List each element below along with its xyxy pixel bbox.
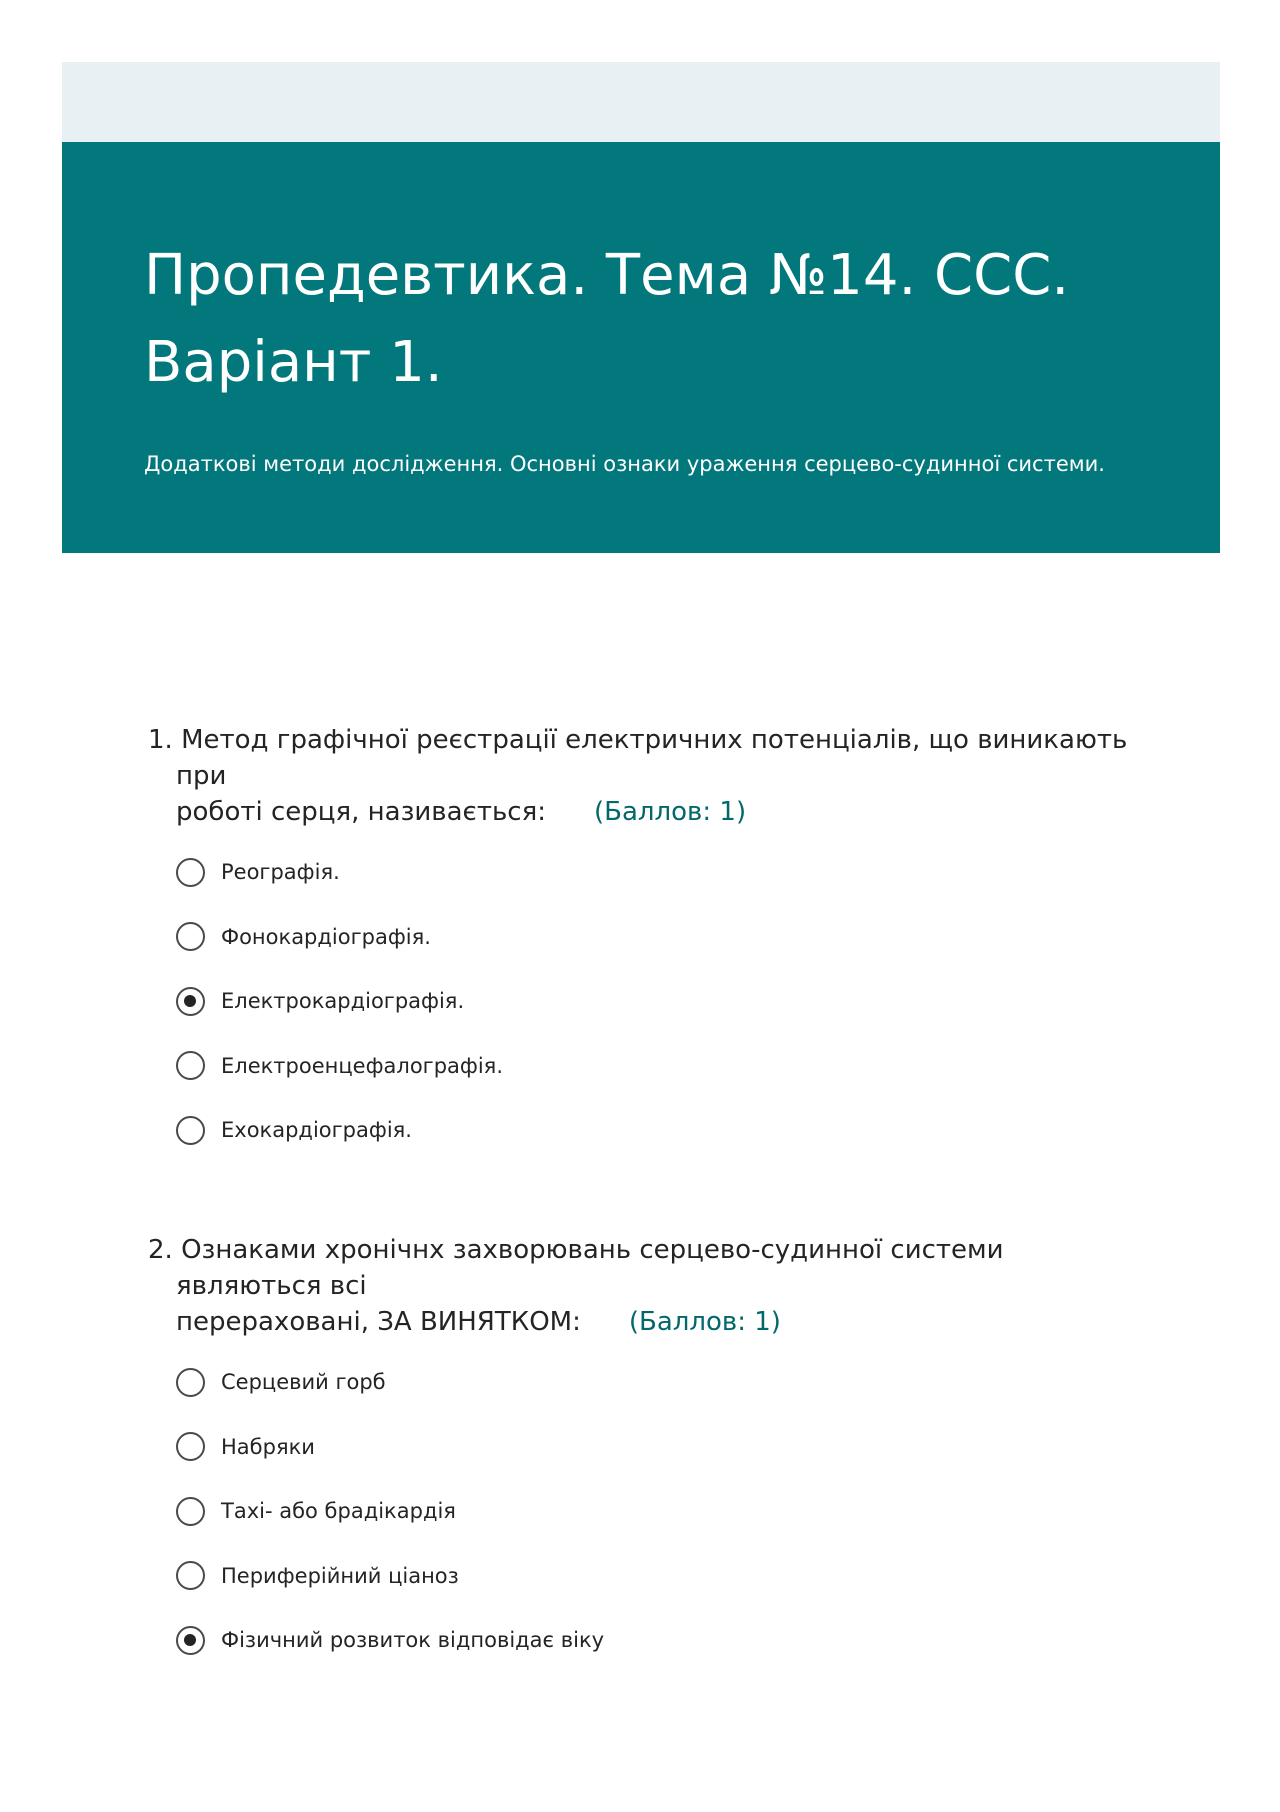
- option-label: Набряки: [221, 1434, 315, 1459]
- question-1-option-1[interactable]: [176, 852, 1128, 892]
- question-1-option-3[interactable]: [176, 981, 1128, 1021]
- form-title-line-1: Пропедевтика. Тема №14. ССС.: [144, 243, 1070, 308]
- radio-button[interactable]: [176, 1432, 205, 1461]
- header-top-band: [62, 62, 1220, 144]
- option-label: Електроенцефалографія.: [221, 1053, 503, 1078]
- question-2-option-5[interactable]: [176, 1620, 1128, 1660]
- option-label: Фонокардіографія.: [221, 924, 431, 949]
- option-label: Периферійний ціаноз: [221, 1563, 459, 1588]
- option-label: Електрокардіографія.: [221, 989, 465, 1013]
- question-2: [148, 1232, 1128, 1685]
- option-label: Тахі- або брадікардія: [221, 1499, 456, 1523]
- radio-button[interactable]: [176, 1368, 205, 1397]
- radio-button-selected[interactable]: [176, 1626, 205, 1655]
- question-1-option-4[interactable]: [176, 1046, 1128, 1086]
- radio-button[interactable]: [176, 1561, 205, 1590]
- question-1-option-5[interactable]: [176, 1110, 1128, 1150]
- option-label: Реографія.: [221, 860, 340, 884]
- question-2-options: [176, 1362, 1128, 1660]
- option-label: Фізичний розвиток відповідає віку: [221, 1628, 605, 1652]
- question-1-text-line-1: Метод графічної реєстрації електричних потенціалів, що виникають при: [176, 725, 1128, 791]
- question-2-option-1[interactable]: [176, 1362, 1128, 1402]
- radio-button[interactable]: [176, 1116, 205, 1145]
- question-1-text-line-2: роботі серця, називається:: [176, 797, 546, 827]
- question-1-points: (Баллов: 1): [594, 797, 747, 827]
- question-2-text-line-1: Ознаками хронічнх захворювань серцево-судинної системи являються всі: [176, 1235, 1004, 1301]
- question-2-option-2[interactable]: [176, 1427, 1128, 1467]
- form-title: [144, 232, 1140, 406]
- question-1: [148, 722, 1128, 1175]
- question-2-option-3[interactable]: [176, 1491, 1128, 1531]
- form-description: Додаткові методи дослідження. Основні ознаки ураження серцево-судинної системи.: [144, 452, 1105, 476]
- question-2-text: [148, 1232, 1128, 1340]
- question-1-number: 1.: [148, 725, 173, 755]
- question-2-option-4[interactable]: [176, 1556, 1128, 1596]
- radio-button[interactable]: [176, 1051, 205, 1080]
- question-1-option-2[interactable]: [176, 917, 1128, 957]
- radio-button[interactable]: [176, 858, 205, 887]
- radio-button[interactable]: [176, 1497, 205, 1526]
- radio-button-selected[interactable]: [176, 987, 205, 1016]
- question-2-text-line-2: перераховані, ЗА ВИНЯТКОМ:: [176, 1307, 581, 1337]
- question-2-number: 2.: [148, 1235, 173, 1265]
- question-2-points: (Баллов: 1): [628, 1307, 781, 1337]
- form-header: [62, 142, 1220, 553]
- option-label: Ехокардіографія.: [221, 1118, 412, 1142]
- question-1-options: [176, 852, 1128, 1150]
- question-1-text: [148, 722, 1128, 830]
- radio-button[interactable]: [176, 922, 205, 951]
- form-title-line-2: Варіант 1.: [144, 330, 443, 395]
- option-label: Серцевий горб: [221, 1370, 386, 1394]
